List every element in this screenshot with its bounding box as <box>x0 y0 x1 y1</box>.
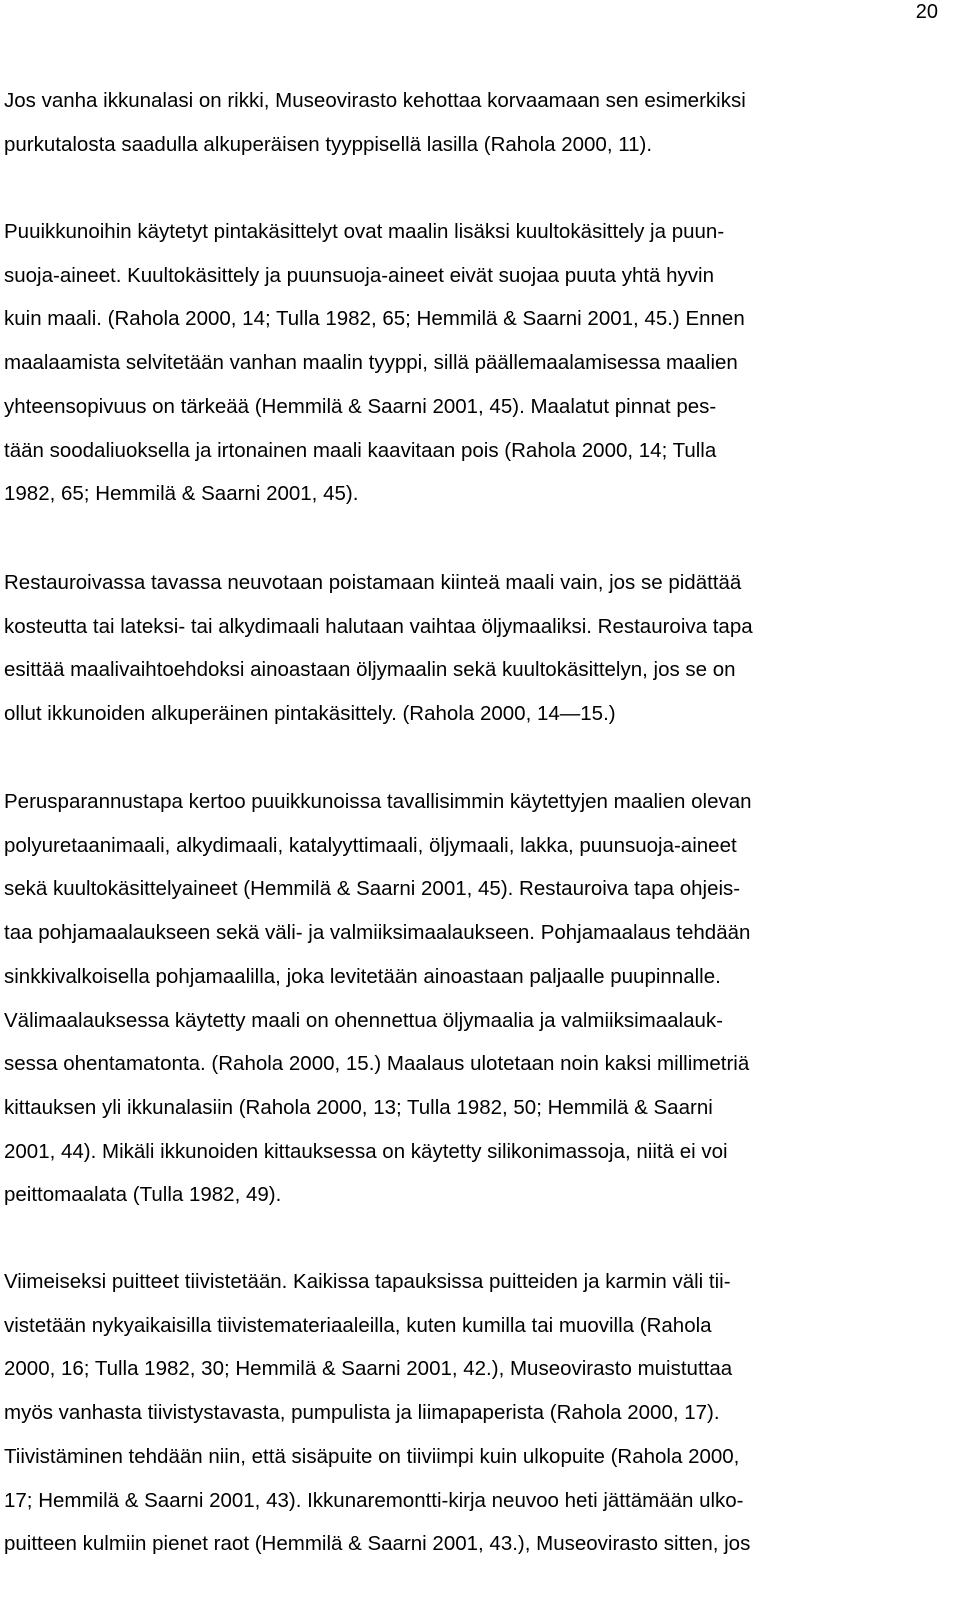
paragraph-sealing: Viimeiseksi puitteet tiivistetään. Kaikissa tapauksissa puitteiden ja karmin väli tii- vistetään nykyaikaisilla tiivistemateriaaleilla, kuten kumilla tai muovilla (Rahola 2000, 16; Tulla 1982, 30; Hemmilä & Saarni 2001, 42.), Museovirasto muistuttaa myös vanhasta tiivistystavasta, pumpulista ja liimapaperista (Rahola 2000, 17). Tiivistäminen tehdään niin, että sisäpuite on tiiviimpi kuin ulkopuite (Rahola 2000, 17; Hemmilä & Saarni 2001, 43). Ikkunaremontti-kirja neuvoo heti jättämään ulko- puitteen kulmiin pienet raot (Hemmilä & Saarni 2001, 43.), Museovirasto sitten, jos <box>4 1270 751 1556</box>
page-number: 20 <box>915 1 938 23</box>
paragraph-window-glass: Jos vanha ikkunalasi on rikki, Museovirasto kehottaa korvaamaan sen esimerkiksi purkutalosta saadulla alkuperäisen tyyppisellä lasilla (Rahola 2000, 11). <box>4 89 746 156</box>
paragraph-surface-treatments: Puuikkunoihin käytetyt pintakäsittelyt ovat maalin lisäksi kuultokäsittely ja puun- suoja-aineet. Kuultokäsittely ja puunsuoja-aineet eivät suojaa puuta yhtä hyvin kuin maali. (Rahola 2000, 14; Tulla 1982, 65; Hemmilä & Saarni 2001, 45.) Ennen maalaamista selvitetään vanhan maalin tyyppi, sillä päällemaalamisessa maalien yhteensopivuus on tärkeää (Hemmilä & Saarni 2001, 45). Maalatut pinnat pes- tään soodaliuoksella ja irtonainen maali kaavitaan pois (Rahola 2000, 14; Tulla 1982, 65; Hemmilä & Saarni 2001, 45). <box>4 220 745 506</box>
paragraph-restorative-method: Restauroivassa tavassa neuvotaan poistamaan kiinteä maali vain, jos se pidättää kosteutta tai lateksi- tai alkydimaali halutaan vaihtaa öljymaaliksi. Restauroiva tapa esittää maalivaihtoehdoksi ainoastaan öljymaalin sekä kuultokäsittelyn, jos se on ollut ikkunoiden alkuperäinen pintakäsittely. (Rahola 2000, 14—15.) <box>4 571 753 726</box>
paragraph-renovation-method: Perusparannustapa kertoo puuikkunoissa tavallisimmin käytettyjen maalien olevan polyuretaanimaali, alkydimaali, katalyyttimaali, öljymaali, lakka, puunsuoja-aineet sekä kuultokäsittelyaineet (Hemmilä & Saarni 2001, 45). Restauroiva tapa ohjeis- taa pohjamaalaukseen sekä väli- ja valmiiksimaalaukseen. Pohjamaalaus tehdään sinkkivalkoisella pohjamaalilla, joka levitetään ainoastaan paljaalle puupinnalle. Välimaalauksessa käytetty maali on ohennettua öljymaalia ja valmiiksimaalauk- sessa ohentamatonta. (Rahola 2000, 15.) Maalaus ulotetaan noin kaksi millimetriä kittauksen yli ikkunalasiin (Rahola 2000, 13; Tulla 1982, 50; Hemmilä & Saarni 2001, 44). Mikäli ikkunoiden kittauksessa on käytetty silikonimassoja, niitä ei voi peittomaalata (Tulla 1982, 49). <box>4 790 752 1207</box>
